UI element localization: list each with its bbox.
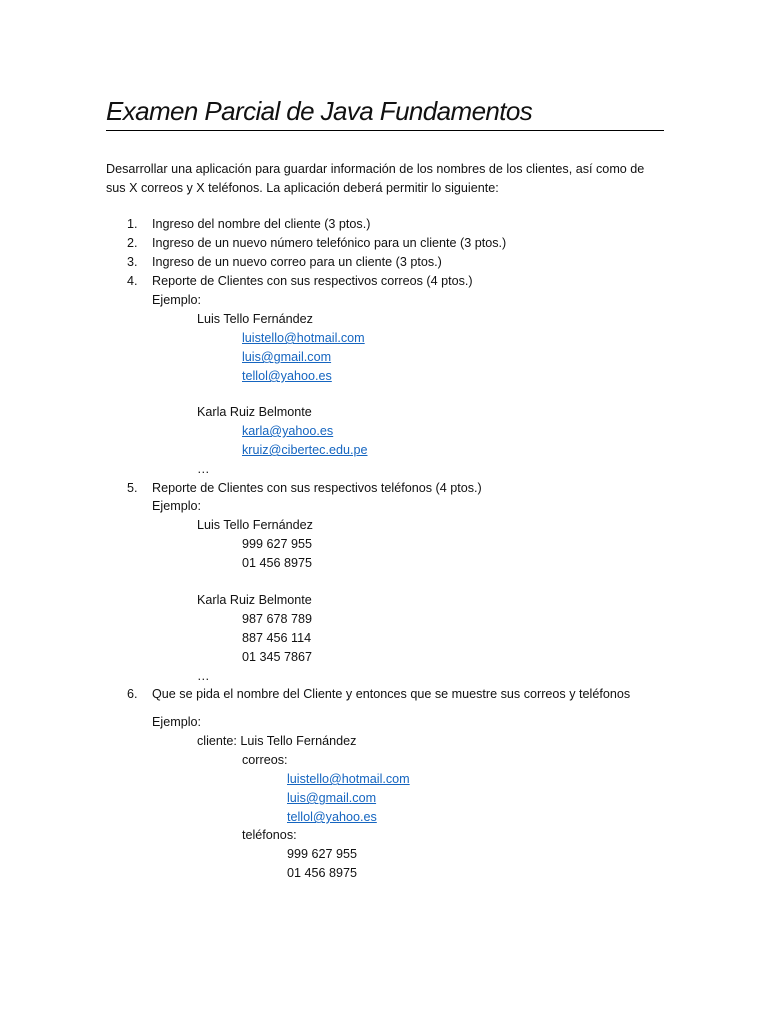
phone-number: 999 627 955 bbox=[242, 537, 313, 551]
list-item-text: Que se pida el nombre del Cliente y entonces que se muestre sus correos y teléfonos bbox=[152, 687, 631, 701]
email-link[interactable]: luistello@hotmail.com bbox=[242, 331, 365, 345]
document-title: Examen Parcial de Java Fundamentos bbox=[106, 94, 664, 131]
phone-number: 01 456 8975 bbox=[242, 556, 313, 570]
email-link[interactable]: tellol@yahoo.es bbox=[287, 810, 377, 824]
list-item-text: Reporte de Clientes con sus respectivos correos (4 ptos.) bbox=[152, 274, 473, 288]
list-number: 6. bbox=[127, 687, 138, 701]
email-link[interactable]: kruiz@cibertec.edu.pe bbox=[242, 443, 368, 457]
intro-line: Desarrollar una aplicación para guardar información de los nombres de los clientes, así como de bbox=[106, 162, 645, 176]
phone-number: 01 456 8975 bbox=[287, 866, 358, 880]
list-number: 3. bbox=[127, 255, 138, 269]
intro-paragraph bbox=[106, 160, 666, 198]
phones-label: teléfonos: bbox=[242, 828, 297, 842]
client-name: Karla Ruiz Belmonte bbox=[197, 593, 312, 607]
phone-number: 987 678 789 bbox=[242, 612, 313, 626]
example-label: Ejemplo: bbox=[152, 499, 201, 513]
list-number: 1. bbox=[127, 217, 138, 231]
client-name: Luis Tello Fernández bbox=[197, 312, 313, 326]
list-item-text: Ingreso de un nuevo correo para un cliente (3 ptos.) bbox=[152, 255, 442, 269]
client-name: Luis Tello Fernández bbox=[197, 518, 313, 532]
email-link[interactable]: luis@gmail.com bbox=[287, 791, 377, 805]
list-number: 4. bbox=[127, 274, 138, 288]
list-item-text: Ingreso de un nuevo número telefónico para un cliente (3 ptos.) bbox=[152, 236, 507, 250]
list-number: 5. bbox=[127, 481, 138, 495]
email-link[interactable]: tellol@yahoo.es bbox=[242, 369, 332, 383]
email-link[interactable]: luistello@hotmail.com bbox=[287, 772, 410, 786]
list-item-text: Reporte de Clientes con sus respectivos teléfonos (4 ptos.) bbox=[152, 481, 482, 495]
email-link[interactable]: luis@gmail.com bbox=[242, 350, 332, 364]
emails-label: correos: bbox=[242, 753, 288, 767]
list-number: 2. bbox=[127, 236, 138, 250]
phone-number: 999 627 955 bbox=[287, 847, 358, 861]
client-name: Karla Ruiz Belmonte bbox=[197, 405, 312, 419]
email-link[interactable]: karla@yahoo.es bbox=[242, 424, 334, 438]
ellipsis: … bbox=[197, 669, 210, 683]
client-line: cliente: Luis Tello Fernández bbox=[197, 734, 357, 748]
intro-line: sus X correos y X teléfonos. La aplicación deberá permitir lo siguiente: bbox=[106, 181, 499, 195]
ellipsis: … bbox=[197, 462, 210, 476]
example-label: Ejemplo: bbox=[152, 715, 201, 729]
list-item-text: Ingreso del nombre del cliente (3 ptos.) bbox=[152, 217, 371, 231]
phone-number: 01 345 7867 bbox=[242, 650, 313, 664]
phone-number: 887 456 114 bbox=[242, 631, 312, 645]
example-label: Ejemplo: bbox=[152, 293, 201, 307]
